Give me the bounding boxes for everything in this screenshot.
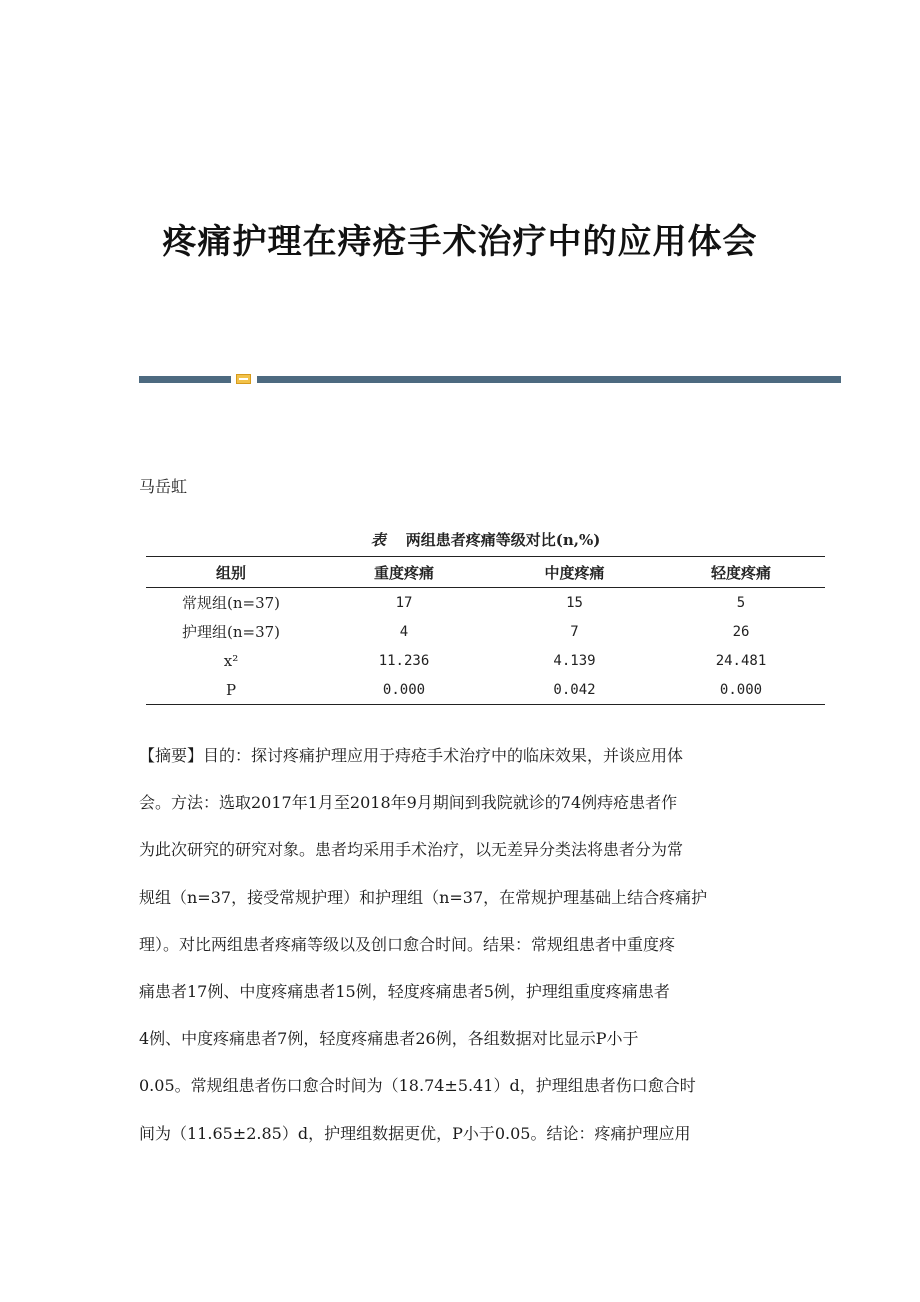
table-row — [146, 675, 825, 705]
row-label: x² — [223, 651, 239, 670]
table-row — [146, 646, 825, 675]
pain-level-table-figure — [146, 526, 825, 705]
table-cell: 4.139 — [553, 652, 596, 669]
table-cell: 15 — [566, 594, 583, 611]
abstract-line: 会。方法：选取2017年1月至2018年9月期间到我院就诊的74例痔疮患者作 — [139, 793, 678, 813]
header-moderate-pain: 中度疼痛 — [544, 563, 605, 582]
title-divider — [139, 374, 841, 384]
abstract-line: 痛患者17例、中度疼痛患者15例，轻度疼痛患者5例，护理组重度疼痛患者 — [139, 981, 670, 1001]
abstract-line: 0.05。常规组患者伤口愈合时间为（18.74±5.41）d，护理组患者伤口愈合时 — [139, 1076, 696, 1096]
table-label: 表 — [370, 531, 386, 549]
abstract-line: 【摘要】目的：探讨疼痛护理应用于痔疮手术治疗中的临床效果，并谈应用体 — [139, 746, 684, 765]
table-cell: 24.481 — [715, 652, 767, 669]
abstract-line: 规组（n=37，接受常规护理）和护理组（n=37，在常规护理基础上结合疼痛护 — [139, 887, 708, 907]
row-label: 常规组(n=37) — [181, 594, 281, 612]
table-cell: 11.236 — [378, 652, 430, 669]
table-cell: 0.000 — [719, 681, 763, 698]
pain-level-table — [146, 556, 825, 705]
table-cell: 26 — [732, 623, 750, 640]
table-caption — [146, 526, 825, 556]
table-caption-text: 两组患者疼痛等级对比(n,%) — [405, 531, 601, 549]
abstract-line: 理）。对比两组患者疼痛等级以及创口愈合时间。结果：常规组患者中重度疼 — [139, 934, 676, 954]
table-cell: 5 — [736, 594, 746, 611]
table-row — [146, 617, 825, 646]
abstract-line: 为此次研究的研究对象。患者均采用手术治疗，以无差异分类法将患者分为常 — [139, 840, 684, 860]
table-header-row — [146, 557, 825, 588]
abstract-paragraph — [139, 732, 779, 1157]
header-mild-pain: 轻度疼痛 — [710, 563, 771, 582]
table-cell: 7 — [570, 623, 579, 640]
abstract-line: 4例、中度疼痛患者7例，轻度疼痛患者26例，各组数据对比显示P小于 — [139, 1029, 639, 1049]
document-title: 疼痛护理在痔疮手术治疗中的应用体会 — [162, 222, 758, 262]
divider-bar-right — [257, 376, 841, 383]
table-cell: 0.042 — [553, 681, 596, 698]
table-cell: 0.000 — [382, 681, 426, 698]
divider-emblem-icon — [236, 374, 251, 384]
divider-bar-left — [139, 376, 231, 383]
abstract-line: 间为（11.65±2.85）d，护理组数据更优，P小于0.05。结论：疼痛护理应用 — [139, 1123, 691, 1143]
row-label: 护理组(n=37) — [181, 623, 281, 641]
header-severe-pain: 重度疼痛 — [373, 563, 434, 582]
author-name: 马岳虹 — [139, 477, 188, 496]
header-group: 组别 — [215, 563, 246, 582]
row-label: P — [225, 680, 237, 699]
table-cell: 17 — [395, 594, 413, 611]
table-row — [146, 588, 825, 618]
table-cell: 4 — [399, 623, 409, 640]
